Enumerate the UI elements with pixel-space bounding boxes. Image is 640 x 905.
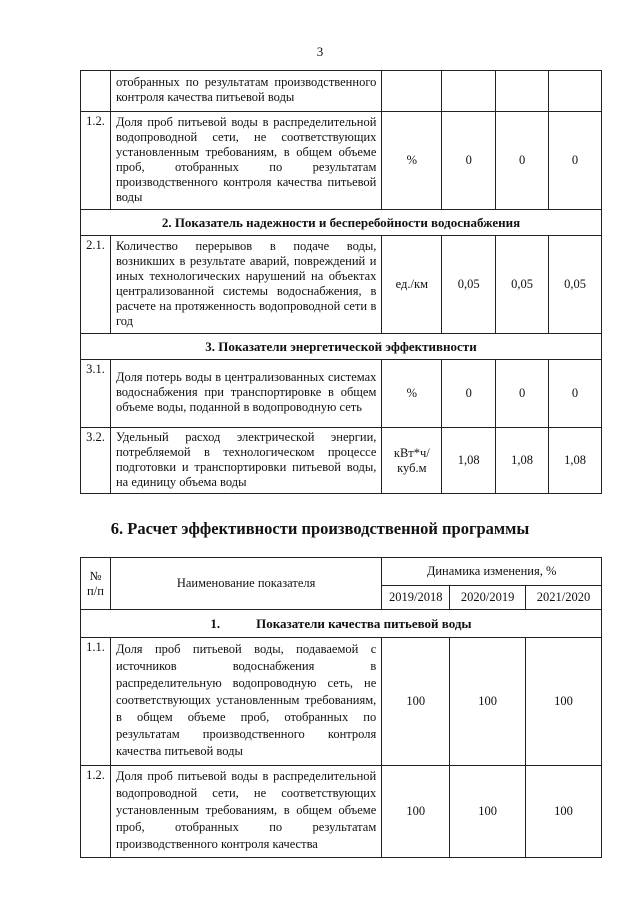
section-heading-text: Показатели качества питьевой воды [256, 616, 472, 631]
row-number: 1.2. [81, 766, 111, 858]
value-cell: 0 [442, 360, 496, 428]
table-row [81, 360, 602, 428]
unit-line: куб.м [397, 460, 427, 475]
page-number: 3 [316, 44, 324, 59]
section-heading: 2. Показатель надежности и бесперебойности водоснабжения [81, 210, 602, 236]
year-header: 2021/2020 [526, 586, 602, 610]
indicator-description: Доля проб питьевой воды в распределительной водопроводной сети, не соответствующих установленным требованиям, в общем объеме проб, отобранных по результатам производственного контроля качества [110, 766, 381, 858]
value-cell: 100 [450, 766, 526, 858]
row-number-cell [81, 71, 111, 112]
value-cell: 0 [549, 360, 602, 428]
section-row [81, 210, 602, 236]
indicator-description: Доля проб питьевой воды, подаваемой с источников водоснабжения в распределительную водопроводную сеть, не соответствующих установленным требованиям, в общем объеме проб, отобранных по результатам производственного контроля качества питьевой воды [110, 638, 381, 766]
value-cell: 1,08 [496, 428, 549, 494]
value-cell: 100 [526, 766, 602, 858]
section-row [81, 334, 602, 360]
value-cell: 0,05 [549, 236, 602, 334]
value-cell: 100 [382, 638, 450, 766]
section-row [81, 610, 602, 638]
indicators-table [80, 70, 602, 494]
number-header-line: № [89, 568, 102, 583]
value-cell: 0,05 [442, 236, 496, 334]
indicator-description: Удельный расход электрической энергии, потребляемой в технологическом процессе подготовки и транспортировки питьевой воды, на единицу объема воды [110, 428, 381, 494]
row-number: 2.1. [81, 236, 111, 334]
row-number: 1.2. [81, 112, 111, 210]
value-cell: 0 [496, 112, 549, 210]
value-cell: 100 [450, 638, 526, 766]
indicator-description: отобранных по результатам производственного контроля качества питьевой воды [110, 71, 381, 112]
row-number: 3.2. [81, 428, 111, 494]
section-heading [81, 610, 602, 638]
value-cell: 0 [442, 112, 496, 210]
number-header [81, 558, 111, 610]
row-number: 3.1. [81, 360, 111, 428]
indicator-description: Количество перерывов в подаче воды, возникших в результате аварий, повреждений и иных технологических нарушений на объектах централизованной системы водоснабжения, в расчете на протяженность водопроводной сети в год [110, 236, 381, 334]
table-row [81, 112, 602, 210]
year-header: 2020/2019 [450, 586, 526, 610]
section-number: 1. [210, 616, 221, 631]
value-cell: 100 [382, 766, 450, 858]
table-row [81, 428, 602, 494]
header-row [81, 558, 602, 586]
section-title: 6. Расчет эффективности производственной программы [110, 519, 530, 538]
value-cell: 0,05 [496, 236, 549, 334]
indicator-description: Доля потерь воды в централизованных системах водоснабжения при транспортировке в общем объеме воды, поданной в водопроводную сеть [110, 360, 381, 428]
table-row [81, 71, 602, 112]
dynamics-header: Динамика изменения, % [382, 558, 602, 586]
efficiency-table [80, 557, 602, 858]
unit-cell: ед./км [382, 236, 442, 334]
year-header: 2019/2018 [382, 586, 450, 610]
table-row [81, 236, 602, 334]
unit-line: кВт*ч/ [393, 445, 430, 460]
table-row [81, 638, 602, 766]
unit-cell [382, 428, 442, 494]
number-header-line: п/п [87, 583, 104, 598]
unit-cell: % [382, 360, 442, 428]
indicator-description: Доля проб питьевой воды в распределительной водопроводной сети, не соответствующих установленным требованиям, в общем объеме проб, отобранных по результатам производственного контроля качества питьевой воды [110, 112, 381, 210]
row-number: 1.1. [81, 638, 111, 766]
section-heading: 3. Показатели энергетической эффективности [81, 334, 602, 360]
value-cell: 1,08 [549, 428, 602, 494]
table-row [81, 766, 602, 858]
unit-cell: % [382, 112, 442, 210]
value-cell: 0 [496, 360, 549, 428]
value-cell: 100 [526, 638, 602, 766]
value-cell: 0 [549, 112, 602, 210]
value-cell: 1,08 [442, 428, 496, 494]
name-header: Наименование показателя [110, 558, 381, 610]
